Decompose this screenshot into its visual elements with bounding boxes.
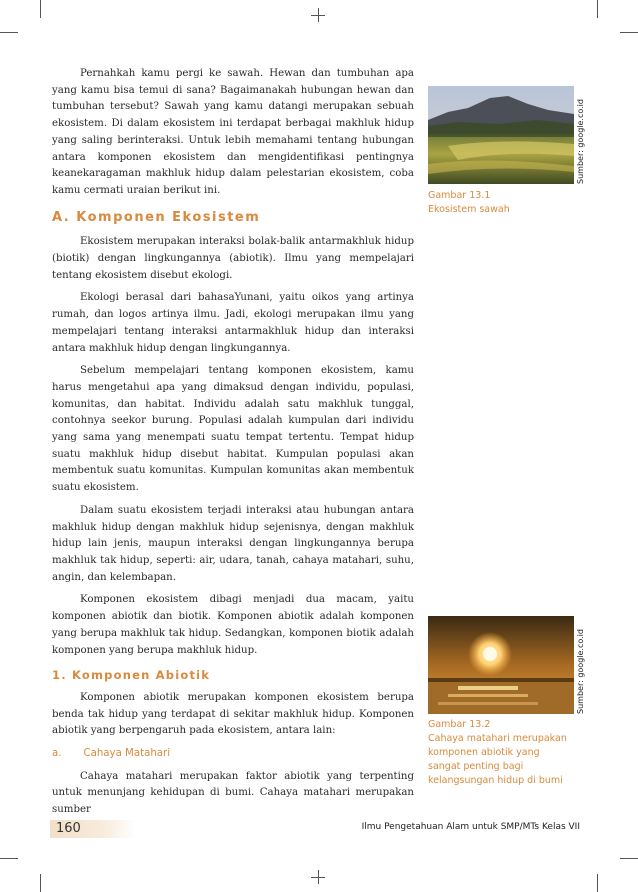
section-a-paragraph: Komponen ekosistem dibagi menjadi dua macam, yaitu komponen abiotik dan biotik. Komponen abiotik adalah komponen yang berupa makhluk tak hidup. Sedangkan, komponen biotik adalah komponen yang berupa makhluk hidup. bbox=[52, 594, 414, 656]
crop-mark bbox=[0, 32, 18, 33]
figure-2-description-line: sangat penting bagi bbox=[428, 761, 524, 772]
figure-1-caption bbox=[428, 189, 574, 217]
page-number: 160 bbox=[50, 820, 136, 838]
section-a-paragraph: Ekologi berasal dari bahasaYunani, yaitu oikos yang artinya rumah, dan logos artinya ilmu. Jadi, ekologi merupakan ilmu yang mempelajari tentang interaksi antarmakhluk hidup dan interaksi antara makhluk hidup dengan lingkungannya. bbox=[52, 292, 414, 354]
figure-1-description: Ekosistem sawah bbox=[428, 204, 510, 215]
figure-2-description-line: komponen abiotik yang bbox=[428, 747, 540, 758]
figure-13-2: Sumber: google.co.id Gambar 13.2 Cahaya matahari merupakan komponen abiotik yang sangat penting bagi kelangsungan hidup di bumi bbox=[428, 616, 574, 788]
figure-2-number: Gambar 13.2 bbox=[428, 719, 491, 730]
crop-mark bbox=[311, 877, 325, 878]
crop-mark bbox=[311, 15, 325, 16]
sunset-image bbox=[428, 616, 574, 714]
crop-mark bbox=[620, 858, 638, 859]
crop-mark bbox=[40, 874, 41, 892]
running-footer-title: Ilmu Pengetahuan Alam untuk SMP/MTs Kelas VII bbox=[361, 822, 580, 832]
figure-2-caption bbox=[428, 718, 574, 788]
section-1a-paragraph: Cahaya matahari merupakan faktor abiotik yang terpenting untuk menunjang kehidupan di bumi. Cahaya matahari merupakan sumber bbox=[52, 770, 414, 816]
figure-2-description-line: Cahaya matahari merupakan bbox=[428, 733, 567, 744]
crop-mark bbox=[0, 858, 18, 859]
section-a-paragraph: Sebelum mempelajari tentang komponen ekosistem, kamu harus mengetahui apa yang dimaksud dengan individu, populasi, komunitas, dan habitat. Individu adalah satu makhluk tunggal, contohnya seekor burung. Populasi adalah kumpulan dari individu yang sama yang menempati suatu tempat tertentu. Tempat hidup suatu makhluk hidup disebut habitat. Kumpulan populasi akan membentuk suatu komunitas. Kumpulan komunitas akan membentuk suatu ekosistem. bbox=[52, 365, 414, 494]
rice-field-image bbox=[428, 86, 574, 184]
section-a-paragraph: Ekosistem merupakan interaksi bolak-balik antarmakhluk hidup (biotik) dengan lingkungannya (abiotik). Ilmu yang mempelajari tentang ekosistem disebut ekologi. bbox=[52, 236, 414, 281]
section-a-paragraph: Dalam suatu ekosistem terjadi interaksi atau hubungan antara makhluk hidup dengan makhluk hidup sejenisnya, dengan makhluk hidup lain jenis, maupun interaksi dengan lingkungannya berupa makhluk tak hidup, seperti: air, udara, tanah, cahaya matahari, suhu, angin, dan kelembapan. bbox=[52, 504, 414, 583]
section-1a-heading bbox=[52, 746, 414, 763]
crop-mark bbox=[620, 32, 638, 33]
intro-paragraph: Pernahkah kamu pergi ke sawah. Hewan dan tumbuhan apa yang kamu bisa temui di sana? Bagaimanakah hubungan hewan dan tumbuhan tersebut? Sawah yang kamu datangi merupakan sebuah ekosistem. Di dalam ekosistem ini terdapat berbagai makhluk hidup yang saling berinteraksi. Untuk lebih memahami tentang hubungan antara komponen ekosistem dan mengidentifikasi pentingnya keanekaragaman makhluk hidup dalam pelestarian ekosistem, coba kamu cermati uraian berikut ini. bbox=[52, 68, 414, 196]
sunset-photo bbox=[428, 616, 574, 714]
crop-mark bbox=[597, 874, 598, 892]
rice-field-photo bbox=[428, 86, 574, 184]
figure-2-description-line: kelangsungan hidup di bumi bbox=[428, 775, 563, 786]
section-a-heading: A. Komponen Ekosistem bbox=[52, 209, 261, 225]
section-1a-label: a. bbox=[52, 748, 62, 760]
section-1-heading: 1. Komponen Abiotik bbox=[52, 668, 211, 683]
figure-1-number: Gambar 13.1 bbox=[428, 190, 491, 201]
figure-13-1: Sumber: google.co.id Gambar 13.1 Ekosistem sawah bbox=[428, 86, 574, 217]
crop-mark bbox=[597, 0, 598, 18]
main-text-column bbox=[52, 66, 414, 825]
section-1a-title: Cahaya Matahari bbox=[83, 748, 171, 760]
crop-mark bbox=[40, 0, 41, 18]
section-1-paragraph: Komponen abiotik merupakan komponen ekosistem berupa benda tak hidup yang terdapat di sekitar makhluk hidup. Komponen abiotik yang berpengaruh pada ekosistem, antara lain: bbox=[52, 691, 414, 737]
